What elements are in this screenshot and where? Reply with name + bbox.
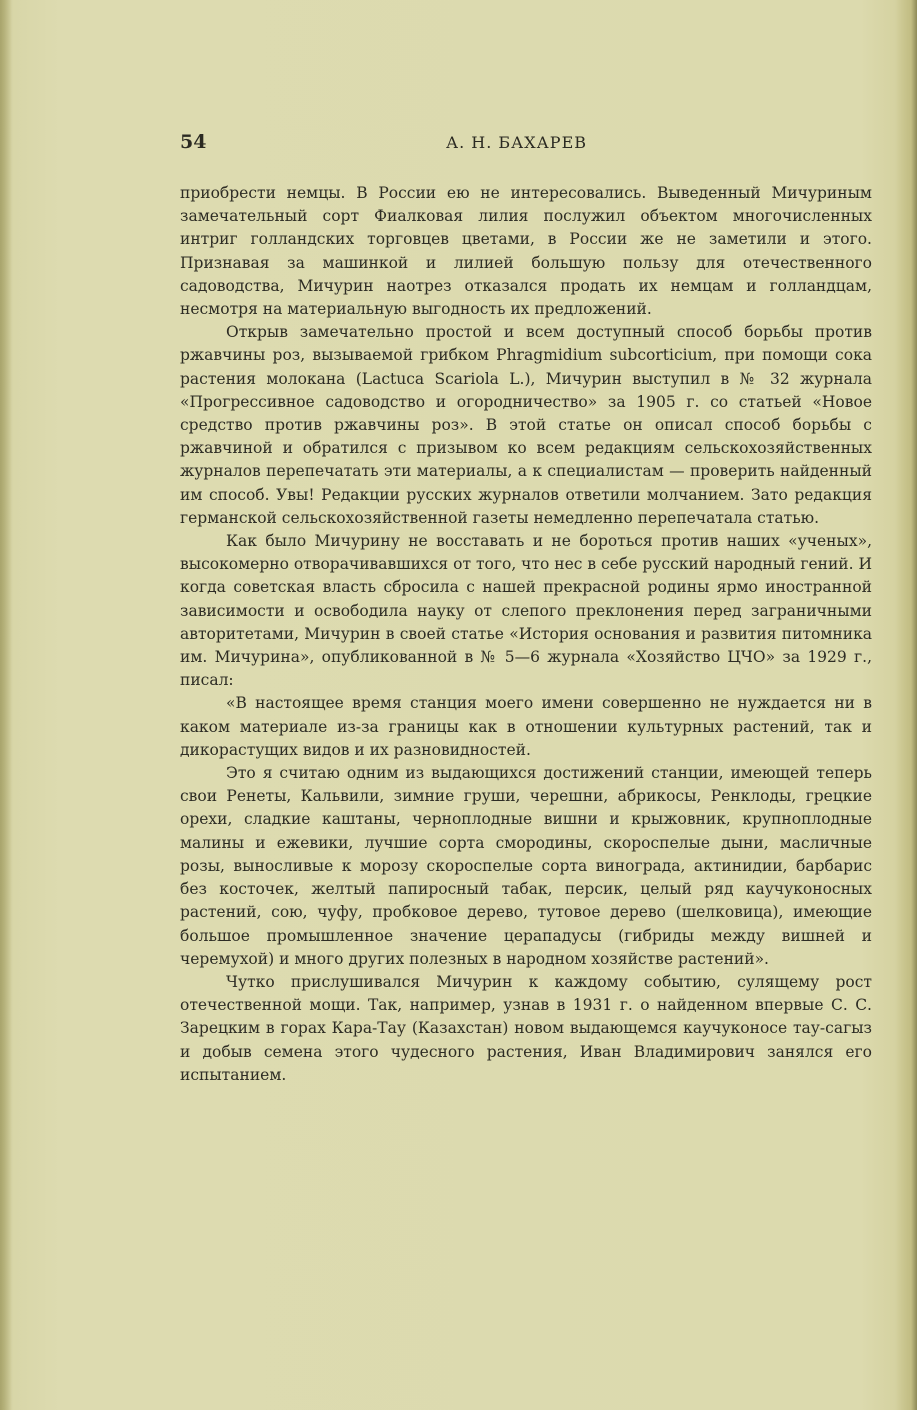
page-header xyxy=(176,131,876,159)
running-title: А. Н. БАХАРЕВ xyxy=(446,133,587,152)
body-text xyxy=(180,182,872,1087)
page-edge-shadow xyxy=(895,0,917,1410)
paragraph-continuation: приобрести немцы. В России ею не интересовались. Выведенный Мичуриным замечательный сорт Фиалковая лилия послужил объектом многочисленных интриг голландских торговцев цветами, в России же не заметили и этого. Признавая за машинкой и лилией большую пользу для отечественного садоводства, Мичурин наотрез отказался продать их немцам и голландцам, несмотря на материальную выгодность их предложений. xyxy=(180,184,872,319)
page-binding-shadow xyxy=(0,0,12,1410)
paragraph: Открыв замечательно простой и всем доступный способ борьбы против ржавчины роз, вызываемой грибком Phragmidium subcorticium, при помощи сока растения молокана (Lactuca Scariola L.), Мичурин выступил в № 32 журнала «Прогрессивное садоводство и огородничество» за 1905 г. со статьей «Новое средство против ржавчины роз». В этой статье он описал способ борьбы с ржавчиной и обратился с призывом ко всем редакциям сельскохозяйственных журналов перепечатать эти материалы, а к специалистам — проверить найденный им способ. Увы! Редакции русских журналов ответили молчанием. Зато редакция германской сельскохозяйственной газеты немедленно перепечатала статью. xyxy=(180,323,872,527)
quotation-paragraph: Это я считаю одним из выдающихся достижений станции, имеющей теперь свои Ренеты, Кальвили, зимние груши, черешни, абрикосы, Ренклоды, грецкие орехи, сладкие каштаны, черноплодные вишни и крыжовник, крупноплодные малины и ежевики, лучшие сорта смородины, скороспелые дыни, масличные розы, выносливые к морозу скороспелые сорта винограда, актинидии, барбарис без косточек, желтый папиросный табак, персик, целый ряд каучуконосных растений, сою, чуфу, пробковое дерево, тутовое дерево (шелковица), имеющие большое промышленное значение церападусы (гибриды между вишней и черемухой) и много других полезных в народном хозяйстве растений». xyxy=(180,764,872,968)
page-number: 54 xyxy=(180,131,207,153)
paragraph: Как было Мичурину не восставать и не бороться против наших «ученых», высокомерно отворачивавшихся от того, что нес в себе русский народный гений. И когда советская власть сбросила с нашей прекрасной родины ярмо иностранной зависимости и освободила науку от слепого преклонения перед заграничными авторитетами, Мичурин в своей статье «История основания и развития питомника им. Мичурина», опубликованной в № 5—6 журнала «Хозяйство ЦЧО» за 1929 г., писал: xyxy=(180,532,872,690)
paragraph: Чутко прислушивался Мичурин к каждому событию, сулящему рост отечественной мощи. Так, например, узнав в 1931 г. о найденном впервые С. С. Зарецким в горах Кара-Тау (Казахстан) новом выдающемся каучуконосе тау-сагыз и добыв семена этого чудесного растения, Иван Владимирович занялся его испытанием. xyxy=(180,972,872,1084)
quotation-paragraph: «В настоящее время станция моего имени совершенно не нуждается ни в каком материале из-за границы как в отношении культурных растений, так и дикорастущих видов и их разновидностей. xyxy=(180,694,872,759)
